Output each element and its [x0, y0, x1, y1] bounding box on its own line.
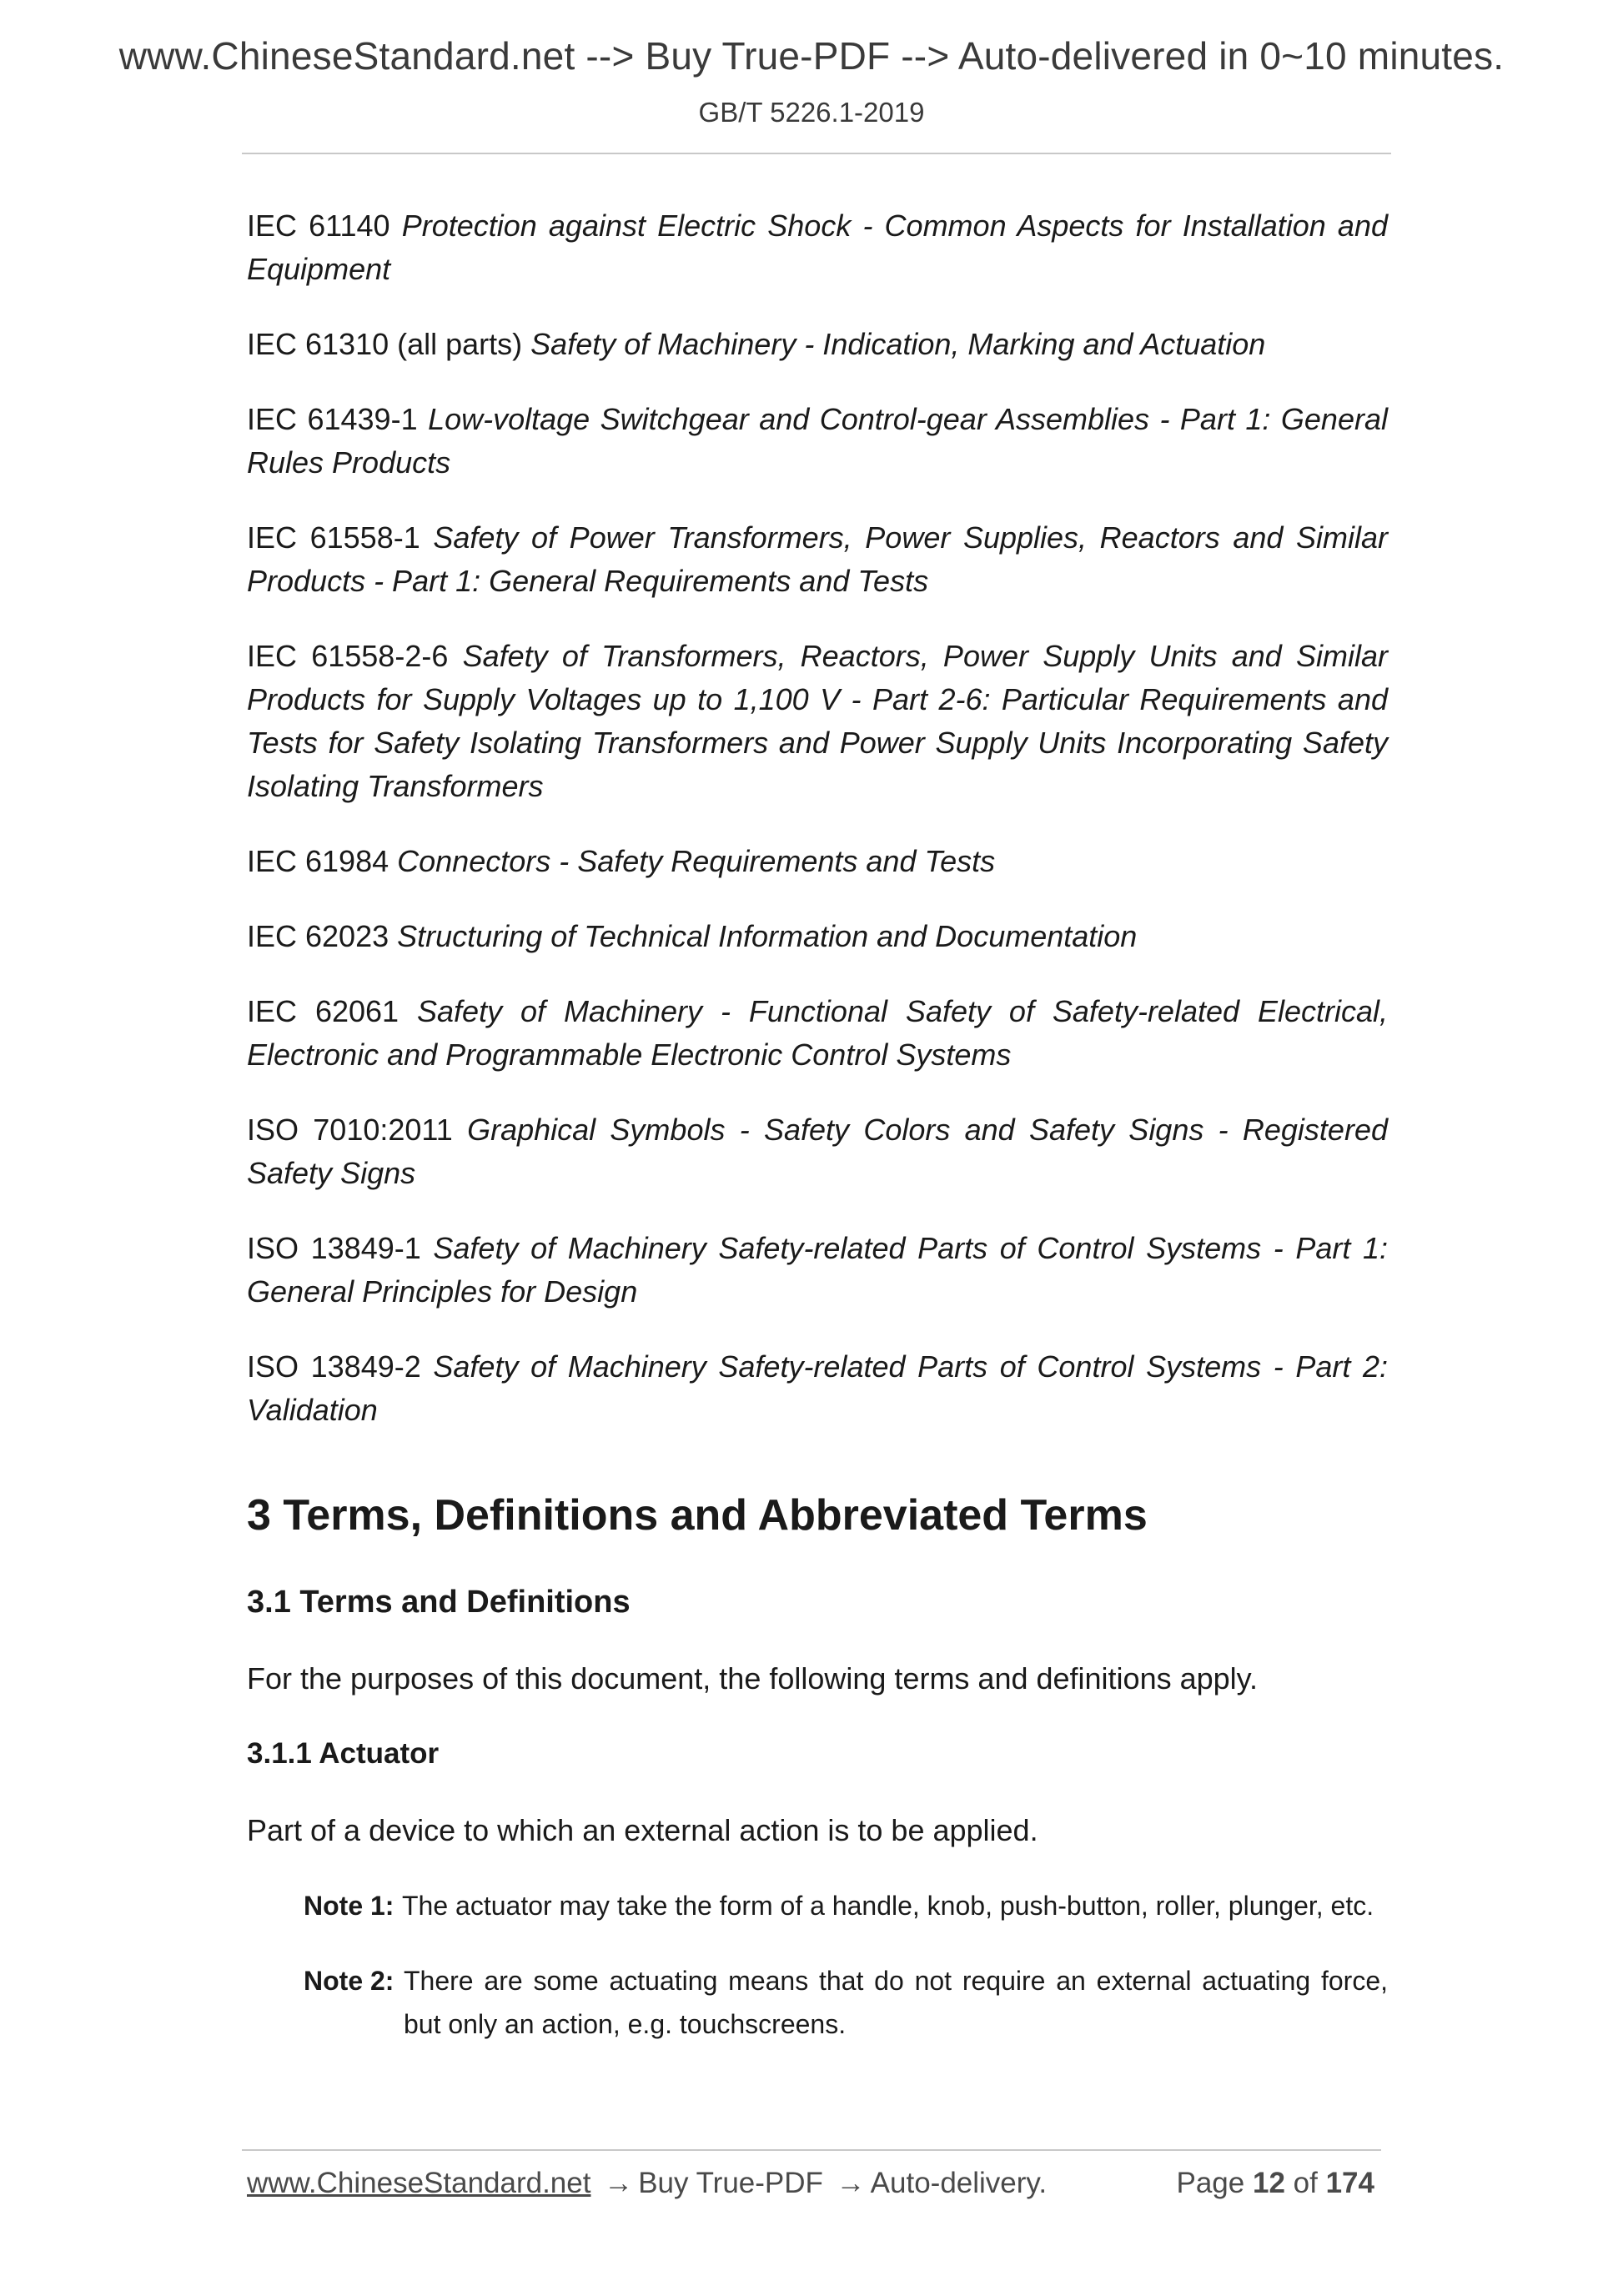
- reference-entry: [247, 915, 1388, 958]
- header-divider: [242, 153, 1391, 154]
- reference-code: IEC 62061: [247, 994, 399, 1028]
- section-heading: 3 Terms, Definitions and Abbreviated Terms: [247, 1491, 1148, 1540]
- reference-entry: [247, 990, 1388, 1077]
- reference-entry: [247, 398, 1388, 485]
- reference-entry: [247, 1108, 1388, 1195]
- reference-title: Safety of Machinery - Functional Safety of Safety-related Electrical, Electronic and Programmable Electronic Control Systems: [247, 994, 1388, 1072]
- reference-code: IEC 61140: [247, 208, 390, 243]
- normative-references-list: [247, 204, 1388, 1432]
- page-footer: [247, 2167, 1381, 2200]
- reference-code: ISO 7010:2011: [247, 1113, 453, 1147]
- reference-entry: [247, 323, 1388, 366]
- page-number: 12: [1252, 2167, 1285, 2199]
- reference-code: IEC 61558-2-6: [247, 639, 449, 673]
- reference-code: IEC 61439-1: [247, 402, 418, 436]
- footer-divider: [242, 2149, 1381, 2151]
- reference-code: IEC 61310 (all parts): [247, 327, 523, 361]
- arrow-right-icon: →: [604, 2167, 634, 2199]
- standard-code: GB/T 5226.1-2019: [698, 97, 925, 128]
- reference-title: Structuring of Technical Information and Documentation: [397, 919, 1138, 953]
- reference-title: Safety of Power Transformers, Power Supplies, Reactors and Similar Products - Part 1: General Requirements and Tests: [247, 520, 1388, 598]
- note-text: The actuator may take the form of a handle, knob, push-button, roller, plunger, etc.: [402, 1891, 1374, 1921]
- of-label: of: [1293, 2167, 1318, 2199]
- page-indicator: [1177, 2167, 1375, 2200]
- reference-title: Low-voltage Switchgear and Control-gear Assemblies - Part 1: General Rules Products: [247, 402, 1388, 480]
- reference-entry: [247, 635, 1388, 808]
- reference-title: Connectors - Safety Requirements and Tests: [397, 844, 996, 878]
- reference-entry: [247, 516, 1388, 603]
- reference-title: Safety of Machinery - Indication, Marking and Actuation: [530, 327, 1266, 361]
- note-label: Note 1:: [304, 1891, 394, 1921]
- reference-code: ISO 13849-1: [247, 1231, 421, 1265]
- reference-entry: [247, 204, 1388, 291]
- term-definition: Part of a device to which an external action is to be applied.: [247, 1813, 1038, 1847]
- page-content: [247, 204, 1388, 2077]
- reference-code: ISO 13849-2: [247, 1349, 421, 1384]
- reference-code: IEC 61558-1: [247, 520, 420, 555]
- footer-site-link[interactable]: www.ChineseStandard.net: [247, 2167, 591, 2199]
- reference-title: Safety of Machinery Safety-related Parts of Control Systems - Part 2: Validation: [247, 1349, 1388, 1427]
- footer-delivery-text: Auto-delivery.: [870, 2167, 1048, 2199]
- note-label: Note 2:: [304, 1966, 394, 1996]
- promo-banner[interactable]: www.ChineseStandard.net --> Buy True-PDF --> Auto-delivered in 0~10 minutes.: [118, 34, 1505, 78]
- reference-title: Graphical Symbols - Safety Colors and Safety Signs - Registered Safety Signs: [247, 1113, 1388, 1190]
- reference-title: Safety of Machinery Safety-related Parts of Control Systems - Part 1: General Principles for Design: [247, 1231, 1388, 1309]
- reference-entry: [247, 1345, 1388, 1432]
- total-pages: 174: [1325, 2167, 1374, 2199]
- reference-entry: [247, 1227, 1388, 1314]
- subsection-intro: For the purposes of this document, the following terms and definitions apply.: [247, 1661, 1258, 1696]
- reference-entry: [247, 840, 1388, 883]
- subsection-heading: 3.1 Terms and Definitions: [247, 1585, 631, 1620]
- reference-code: IEC 61984: [247, 844, 389, 878]
- reference-code: IEC 62023: [247, 919, 389, 953]
- term-note: [304, 1959, 1388, 2046]
- page-label: Page: [1176, 2167, 1245, 2199]
- term-note: [304, 1884, 1388, 1927]
- term-heading: 3.1.1 Actuator: [247, 1737, 440, 1770]
- note-text: There are some actuating means that do not require an external actuating force, but only an action, e.g. touchscreens.: [404, 1966, 1388, 2039]
- arrow-right-icon: →: [836, 2167, 866, 2199]
- reference-title: Protection against Electric Shock - Common Aspects for Installation and Equipment: [247, 208, 1388, 286]
- reference-title: Safety of Transformers, Reactors, Power Supply Units and Similar Products for Supply Voltages up to 1,100 V - Part 2-6: Particular Requirements and Tests for Safety Isolating Transformers and Power Supply Units Incorporating Safety Isolating Transformers: [247, 639, 1388, 803]
- footer-buy-text: Buy True-PDF: [638, 2167, 823, 2199]
